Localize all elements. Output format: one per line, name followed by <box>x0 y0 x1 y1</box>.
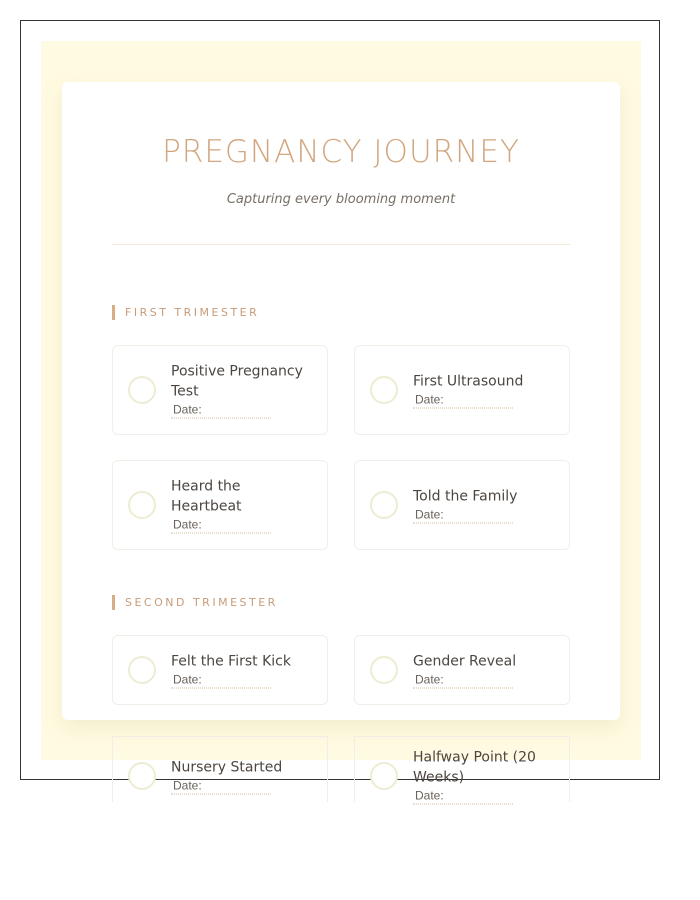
milestone-checkbox-empty-circle-icon[interactable] <box>370 491 398 519</box>
milestone-body <box>413 748 557 805</box>
milestone-label: Positive Pregnancy Test <box>171 363 303 400</box>
milestone-date-input[interactable] <box>413 392 513 409</box>
milestone-label: Gender Reveal <box>413 653 517 670</box>
milestone-card-halfway-point <box>354 736 570 802</box>
milestone-card-first-ultrasound <box>354 345 570 435</box>
milestone-checkbox-empty-circle-icon[interactable] <box>128 762 156 790</box>
milestone-checkbox-empty-circle-icon[interactable] <box>128 656 156 684</box>
section-title-second-trimester: SECOND TRIMESTER <box>112 595 278 610</box>
milestone-label: Felt the First Kick <box>171 653 291 670</box>
milestone-body <box>171 758 315 795</box>
milestone-checkbox-empty-circle-icon[interactable] <box>128 376 156 404</box>
milestone-body <box>413 372 557 409</box>
section-title-first-trimester: FIRST TRIMESTER <box>112 305 259 320</box>
milestone-checkbox-empty-circle-icon[interactable] <box>370 762 398 790</box>
milestone-date-input[interactable] <box>413 507 513 524</box>
milestone-body <box>413 487 557 524</box>
milestone-card-nursery-started <box>112 736 328 802</box>
milestone-label: Heard the Heartbeat <box>171 478 242 515</box>
milestone-date-input[interactable] <box>171 517 271 534</box>
milestone-label: Told the Family <box>413 488 518 505</box>
milestone-checkbox-empty-circle-icon[interactable] <box>128 491 156 519</box>
page-title: PREGNANCY JOURNEY <box>162 134 520 170</box>
milestone-date-input[interactable] <box>413 788 513 805</box>
milestone-card-gender-reveal <box>354 635 570 705</box>
milestone-date-input[interactable] <box>171 672 271 689</box>
milestone-date-input[interactable] <box>171 778 271 795</box>
milestone-body <box>171 362 315 419</box>
milestone-body <box>413 652 557 689</box>
milestone-label: Halfway Point (20 Weeks) <box>413 749 536 786</box>
milestone-body <box>171 652 315 689</box>
milestone-date-input[interactable] <box>171 402 271 419</box>
milestone-card-positive-pregnancy-test <box>112 345 328 435</box>
milestone-checkbox-empty-circle-icon[interactable] <box>370 376 398 404</box>
milestone-label: First Ultrasound <box>413 373 524 390</box>
milestone-card-heard-the-heartbeat <box>112 460 328 550</box>
milestone-body <box>171 477 315 534</box>
milestone-date-input[interactable] <box>413 672 513 689</box>
title-divider <box>112 244 570 245</box>
page-subtitle: Capturing every blooming moment <box>226 192 456 207</box>
milestone-card-told-the-family <box>354 460 570 550</box>
milestone-label: Nursery Started <box>171 759 283 776</box>
milestone-card-felt-the-first-kick <box>112 635 328 705</box>
milestone-checkbox-empty-circle-icon[interactable] <box>370 656 398 684</box>
